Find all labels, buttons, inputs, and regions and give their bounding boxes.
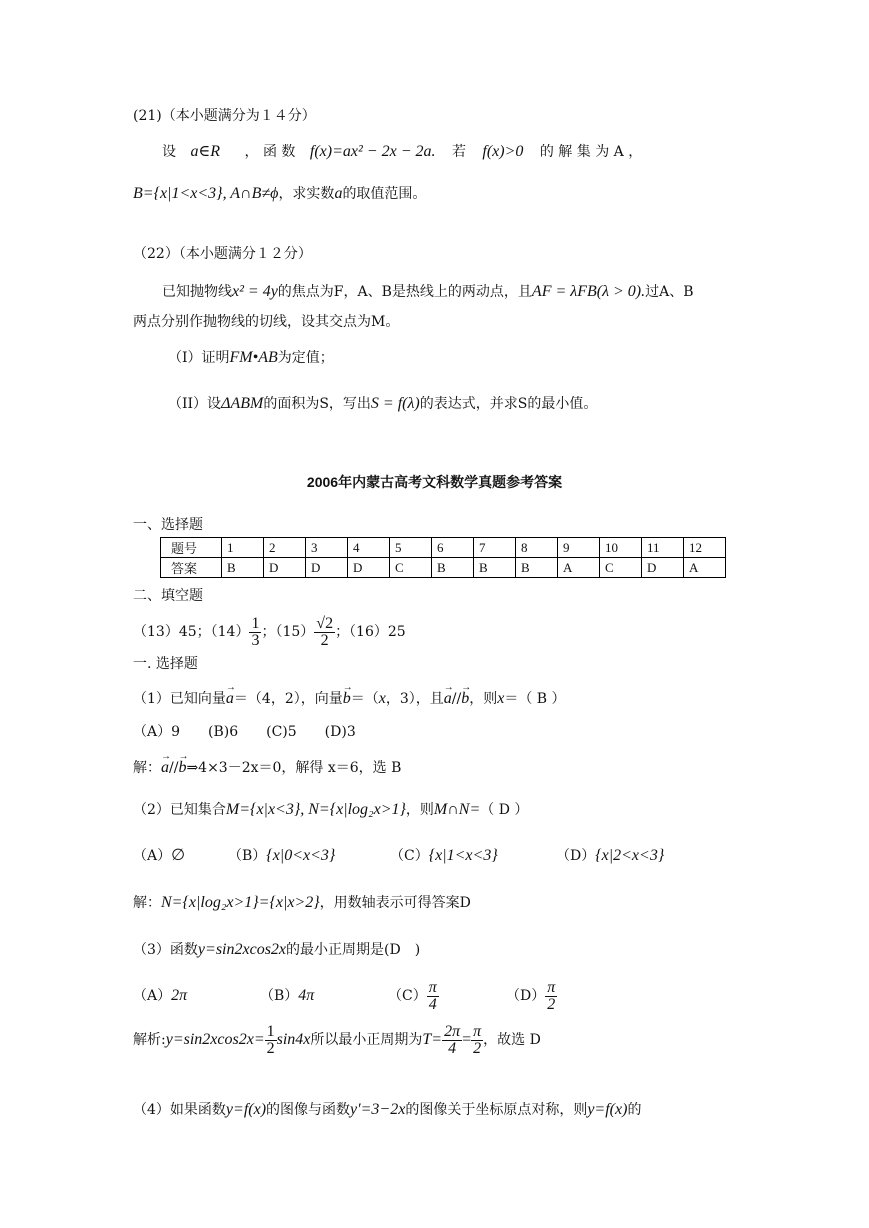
table-cell: D <box>264 558 306 578</box>
fraction <box>314 616 335 649</box>
s1-text: ，则 <box>469 691 498 707</box>
q22-text: 的面积为S，写出 <box>263 396 371 412</box>
q22-math: x² = 4y <box>232 283 278 300</box>
s2-text: （2）已知集合 <box>133 802 226 818</box>
table-cell: 9 <box>558 538 600 558</box>
s1-text: // <box>169 760 179 776</box>
table-cell: 6 <box>432 538 474 558</box>
table-cell: B <box>516 558 558 578</box>
option-label: （C） <box>388 988 427 1004</box>
q22-math: AF = λFB(λ > 0). <box>531 283 646 300</box>
s4-math: y=f(x) <box>225 1101 267 1118</box>
numerator: 2π <box>444 1022 461 1040</box>
fraction <box>545 980 557 1013</box>
q22-text: 已知抛物线 <box>162 284 232 300</box>
table-cell: 8 <box>516 538 558 558</box>
table-cell: D <box>348 558 390 578</box>
q21-text: 的 解 集 为 A ， <box>539 144 643 160</box>
vector-b: → b <box>461 689 469 709</box>
fill-answers <box>133 612 406 652</box>
vector-b: → b <box>178 758 186 778</box>
s2-text: 解： <box>133 895 161 911</box>
s3-optB <box>260 976 314 1016</box>
table-cell: 4 <box>348 538 390 558</box>
s1-options: （A）9 (B)6 (C)5 (D)3 <box>133 724 356 740</box>
q21-text: 的取值范围。 <box>342 186 427 202</box>
table-cell: B <box>222 558 264 578</box>
table-cell: 题号 <box>161 538 222 558</box>
q22-line1 <box>162 282 694 302</box>
section-fill: 二、填空题 <box>133 588 203 604</box>
s4-text: 的图像关于坐标原点对称，则 <box>405 1102 588 1118</box>
denominator: 2 <box>266 1039 275 1057</box>
table-cell: 5 <box>390 538 432 558</box>
fraction <box>471 1024 483 1057</box>
s2-optA <box>133 846 185 866</box>
s2-math: M∩N= <box>433 801 481 818</box>
q21-text: ， 函 数 <box>244 144 296 160</box>
numerator: 1 <box>251 614 260 632</box>
q21-text: 若 <box>451 144 466 160</box>
q21-math: f(x)>0 <box>482 143 524 160</box>
s1-solution <box>133 758 401 778</box>
option-label: （D） <box>556 848 596 864</box>
table-cell: 7 <box>474 538 516 558</box>
s3-math: y=sin2xcos2x= <box>165 1031 265 1048</box>
numerator: π <box>473 1022 482 1040</box>
table-row-answers <box>161 558 726 578</box>
denominator: 2 <box>473 1039 482 1057</box>
fraction <box>442 1024 462 1057</box>
table-cell: 12 <box>684 538 726 558</box>
s1-text: 解： <box>133 760 161 776</box>
fill-text: （13）45；（14） <box>133 624 250 640</box>
s3-question <box>133 940 420 960</box>
s3-optD <box>506 976 557 1016</box>
numerator: π <box>428 978 437 996</box>
option-label: （B） <box>260 988 299 1004</box>
q21-line1 <box>162 142 642 162</box>
option-label: （D） <box>506 988 546 1004</box>
table-cell: 1 <box>222 538 264 558</box>
s3-text: 所以最小正周期为 <box>310 1032 423 1048</box>
s4-text: 的 <box>627 1102 642 1118</box>
q21-header: (21)（本小题满分为１４分） <box>133 108 316 124</box>
table-cell: B <box>474 558 516 578</box>
s2-math: M={x|x<3}, N={x|log₂x>1} <box>225 801 406 818</box>
s2-text: ，则 <box>405 802 434 818</box>
s2-text: （ D ） <box>480 802 529 818</box>
s2-math: {x|0<x<3} <box>266 847 336 864</box>
q21-text: 设 <box>162 144 176 160</box>
s3-math: T= <box>422 1031 443 1048</box>
table-cell: 答案 <box>161 558 222 578</box>
table-cell: 2 <box>264 538 306 558</box>
answers-title: 2006年内蒙古高考文科数学真题参考答案 <box>306 474 563 490</box>
vector-a: → a <box>161 758 169 778</box>
s4-math: y′=3−2x <box>350 1101 406 1118</box>
table-cell: 11 <box>642 538 684 558</box>
fill-text: ；（15） <box>261 624 315 640</box>
vector-a: → a <box>444 689 452 709</box>
s3-math: 2π <box>171 987 188 1004</box>
denominator: 2 <box>547 995 556 1013</box>
q21-math: B={x|1<x<3}, A∩B≠ϕ <box>133 185 279 202</box>
numerator: √2 <box>316 614 334 632</box>
q21-text: ，求实数 <box>278 186 335 202</box>
q21-math: a∈R <box>190 143 221 160</box>
vector-a: → a <box>226 689 234 709</box>
table-cell: D <box>642 558 684 578</box>
table-cell: 3 <box>306 538 348 558</box>
s3-solution: 解析:y=sin2xcos2x= $\frac{1}{2}$ sin4x所以最小正周期为T= $\frac{2\pi}{4}$ = $\frac{\pi}{2}$ ，故选 D <box>133 1022 541 1057</box>
s1-math: x <box>378 690 386 707</box>
s3-math: y=sin2xcos2x <box>197 941 287 958</box>
s3-options <box>133 976 187 1016</box>
q21-math: f(x)=ax² − 2x − 2a. <box>309 143 436 160</box>
table-row-numbers <box>161 538 726 558</box>
q22-header: （22）（本小题满分１２分） <box>133 246 312 262</box>
q22-text: （I）证明 <box>168 350 230 366</box>
s2-optB <box>228 846 335 866</box>
s2-text: ，用数轴表示可得答案D <box>319 895 471 911</box>
section-choice: 一、选择题 <box>133 517 203 533</box>
table-cell: A <box>684 558 726 578</box>
vector-b: → b <box>343 689 351 709</box>
s2-math: {x|1<x<3} <box>428 847 498 864</box>
option-label: （B） <box>228 848 267 864</box>
q22-math: S = f(λ) <box>370 395 420 412</box>
q22-math: FM•AB <box>229 349 278 366</box>
s2-optD <box>556 846 664 866</box>
s2-solution <box>133 893 471 913</box>
s1-text: ＝（ <box>350 691 379 707</box>
s4-math: y=f(x) <box>587 1101 628 1118</box>
q22-part1 <box>168 348 334 368</box>
numerator: π <box>547 978 556 996</box>
table-cell: B <box>432 558 474 578</box>
s2-math: {x|2<x<3} <box>595 847 665 864</box>
s2-math: ∅ <box>171 847 186 864</box>
s1-text: ＝（ B ） <box>504 691 566 707</box>
fraction <box>427 980 439 1013</box>
option-label: （C） <box>390 848 429 864</box>
s1-text: （1）已知向量 <box>133 691 226 707</box>
s4-text: 的图像与函数 <box>266 1102 351 1118</box>
q22-line2: 两点分别作抛物线的切线，设其交点为M。 <box>133 314 400 330</box>
s3-text: 的最小正周期是(D ) <box>286 942 421 958</box>
answer-table <box>160 537 726 578</box>
table-cell: 10 <box>600 538 642 558</box>
s1-text: ＝（4，2），向量 <box>233 691 343 707</box>
option-label: （A） <box>133 848 172 864</box>
s4-text: （4）如果函数 <box>133 1102 226 1118</box>
s2-question <box>133 800 528 820</box>
q22-text: 的表达式，并求S的最小值。 <box>419 396 598 412</box>
fill-text: ；（16）25 <box>335 624 406 640</box>
denominator: 4 <box>448 1039 457 1057</box>
table-cell: A <box>558 558 600 578</box>
q21-line2 <box>133 184 426 204</box>
s3-text: （3）函数 <box>133 942 198 958</box>
section-solutions: 一. 选择题 <box>133 656 198 672</box>
table-cell: C <box>600 558 642 578</box>
s4-question <box>133 1100 641 1120</box>
q22-text: 为定值； <box>277 350 334 366</box>
fraction <box>249 616 261 649</box>
denominator: 4 <box>428 995 437 1013</box>
q22-text: 的焦点为F，A、B是热线上的两动点，且 <box>277 284 532 300</box>
numerator: 1 <box>266 1022 275 1040</box>
q22-text: （II）设 <box>168 396 222 412</box>
s2-optC <box>390 846 498 866</box>
s1-text: ⇒4×3－2x＝0，解得 x＝6，选 B <box>186 760 402 776</box>
fraction <box>265 1024 277 1057</box>
s3-optC <box>388 976 439 1016</box>
s2-math: N={x|log₂x>1}={x|x>2} <box>161 894 320 911</box>
denominator: 2 <box>320 631 329 649</box>
q22-text: 过A、B <box>645 284 694 300</box>
q22-math: ΔABM <box>221 395 264 412</box>
s3-text: ，故选 D <box>483 1032 541 1048</box>
s1-text: ，3），且 <box>385 691 444 707</box>
q21-math: a <box>334 185 343 202</box>
s3-math: 4π <box>298 987 315 1004</box>
s1-question <box>133 689 566 709</box>
denominator: 3 <box>251 631 260 649</box>
table-cell: D <box>306 558 348 578</box>
table-cell: C <box>390 558 432 578</box>
s1-math: x <box>497 690 505 707</box>
s1-text: // <box>451 691 462 707</box>
option-label: （A） <box>133 988 172 1004</box>
q22-part2 <box>168 394 597 414</box>
s3-text: 解析: <box>133 1032 166 1048</box>
s3-math: sin4x <box>276 1031 311 1048</box>
